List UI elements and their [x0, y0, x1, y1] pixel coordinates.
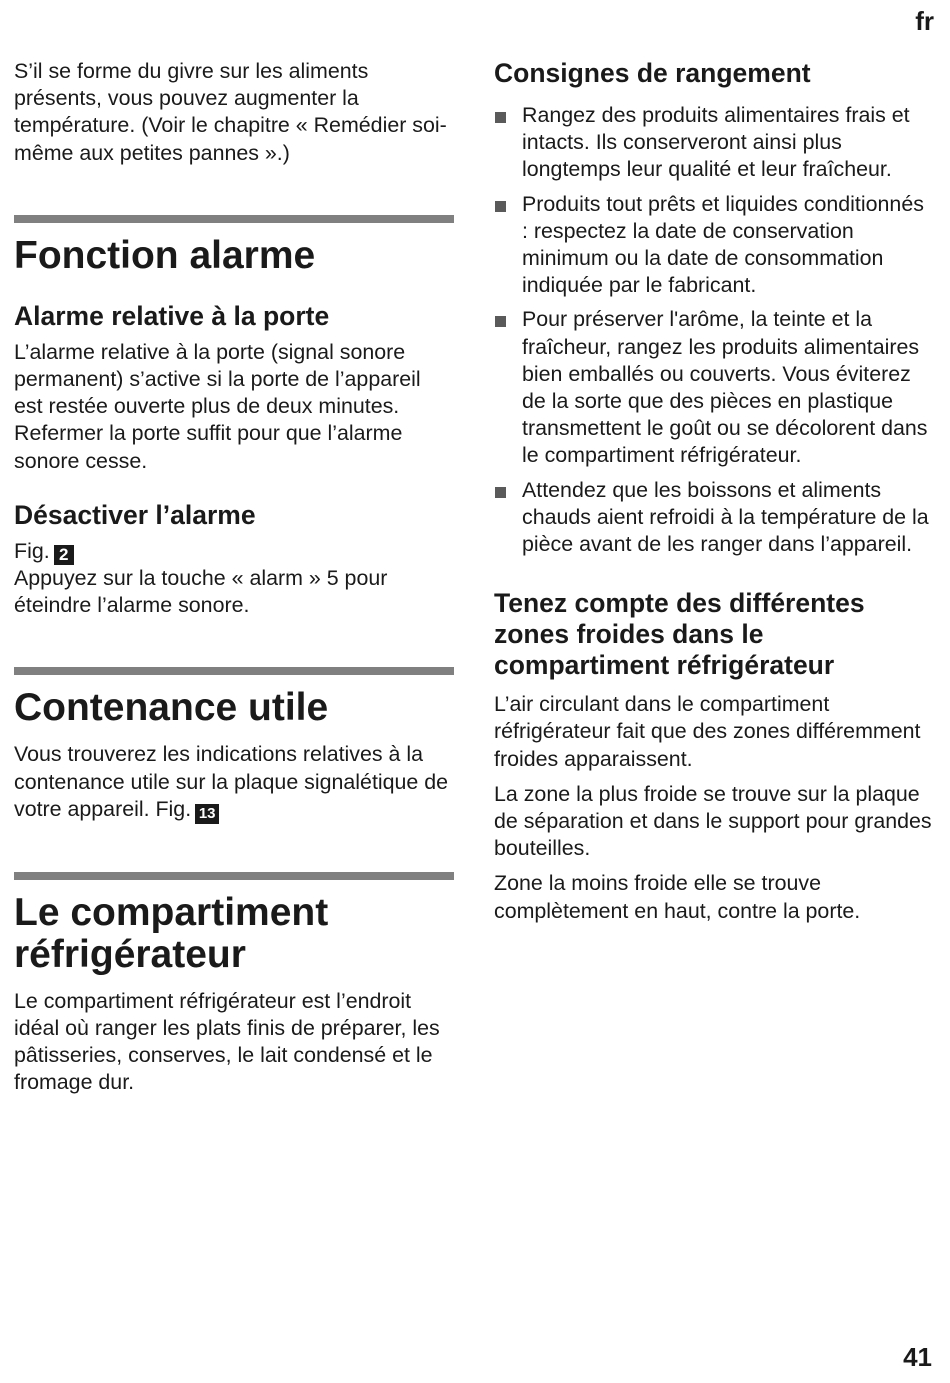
square-bullet-icon: [495, 112, 506, 123]
subsection-title-door-alarm: Alarme relative à la porte: [14, 300, 330, 331]
list-item-text: Pour préserver l'arôme, la teinte et la fraîcheur, rangez les produits alimentaires bien emballés ou couverts. Vous éviterez de la sorte que des pièces en plastique transmettent le goût ou se décolorent dans le compartiment réfrigérateur.: [522, 307, 928, 468]
fig-label: Fig.: [14, 538, 50, 563]
deactivate-fig-ref: [14, 538, 454, 565]
capacity-text: Vous trouverez les indications relatives à la contenance utile sur la plaque signalétique de votre appareil. Fig.: [14, 742, 449, 821]
language-label: fr: [915, 6, 934, 36]
deactivate-paragraph: Appuyez sur la touche « alarm » 5 pour éteindre l’alarme sonore.: [14, 566, 388, 618]
storage-list: [494, 102, 934, 558]
square-bullet-icon: [495, 201, 506, 212]
section-divider: [14, 872, 454, 880]
section-title-fridge: Le compartiment réfrigérateur: [14, 890, 329, 976]
list-item-text: Rangez des produits alimentaires frais et intacts. Ils conserveront ainsi plus longtemps leur qualité et leur fraîcheur.: [522, 103, 910, 182]
page-number: 41: [903, 1342, 932, 1372]
fig-number-badge: 2: [54, 545, 74, 565]
list-item-text: Attendez que les boissons et aliments chauds aient refroidi à la température de la pièce avant de les ranger dans l’appareil.: [522, 477, 929, 557]
subsection-title-storage: Consignes de rangement: [494, 58, 811, 88]
section-divider: [14, 667, 454, 675]
section-title-alarm: Fonction alarme: [14, 233, 316, 277]
zones-paragraph-3: Zone la moins froide elle se trouve complètement en haut, contre la porte.: [494, 871, 861, 923]
square-bullet-icon: [495, 316, 506, 327]
door-alarm-paragraph: L’alarme relative à la porte (signal sonore permanent) s’active si la porte de l’appareil est restée ouverte plus de deux minutes. Refermer la porte suffit pour que l’alarme sonore cesse.: [14, 339, 421, 473]
zones-paragraph-2: La zone la plus froide se trouve sur la plaque de séparation et dans le support pour grandes bouteilles.: [494, 781, 932, 861]
list-item: [494, 102, 934, 184]
intro-paragraph: S’il se forme du givre sur les aliments présents, vous pouvez augmenter la température. (Voir le chapitre « Remédier soi-même aux petites pannes ».): [14, 59, 447, 165]
subsection-title-cold-zones: Tenez compte des différentes zones froides dans le compartiment réfrigérateur: [494, 588, 865, 681]
list-item-text: Produits tout prêts et liquides conditionnés : respectez la date de conservation minimum ou la date de consommation indiquée par le fabricant.: [522, 191, 924, 298]
left-column: [14, 58, 454, 1097]
capacity-paragraph: [14, 741, 454, 823]
section-title-capacity: Contenance utile: [14, 686, 329, 730]
section-divider: [14, 215, 454, 223]
subsection-title-deactivate: Désactiver l’alarme: [14, 499, 256, 530]
list-item: [494, 306, 934, 469]
zones-paragraph-1: L’air circulant dans le compartiment réfrigérateur fait que des zones différemment froides apparaissent.: [494, 692, 921, 771]
fridge-paragraph: Le compartiment réfrigérateur est l’endroit idéal où ranger les plats finis de préparer, les pâtisseries, conserves, le lait condensé et le fromage dur.: [14, 988, 440, 1095]
list-item: [494, 191, 934, 300]
list-item: [494, 477, 934, 559]
square-bullet-icon: [495, 487, 506, 498]
right-column: [494, 58, 934, 925]
fig-number-badge: 13: [195, 804, 219, 824]
